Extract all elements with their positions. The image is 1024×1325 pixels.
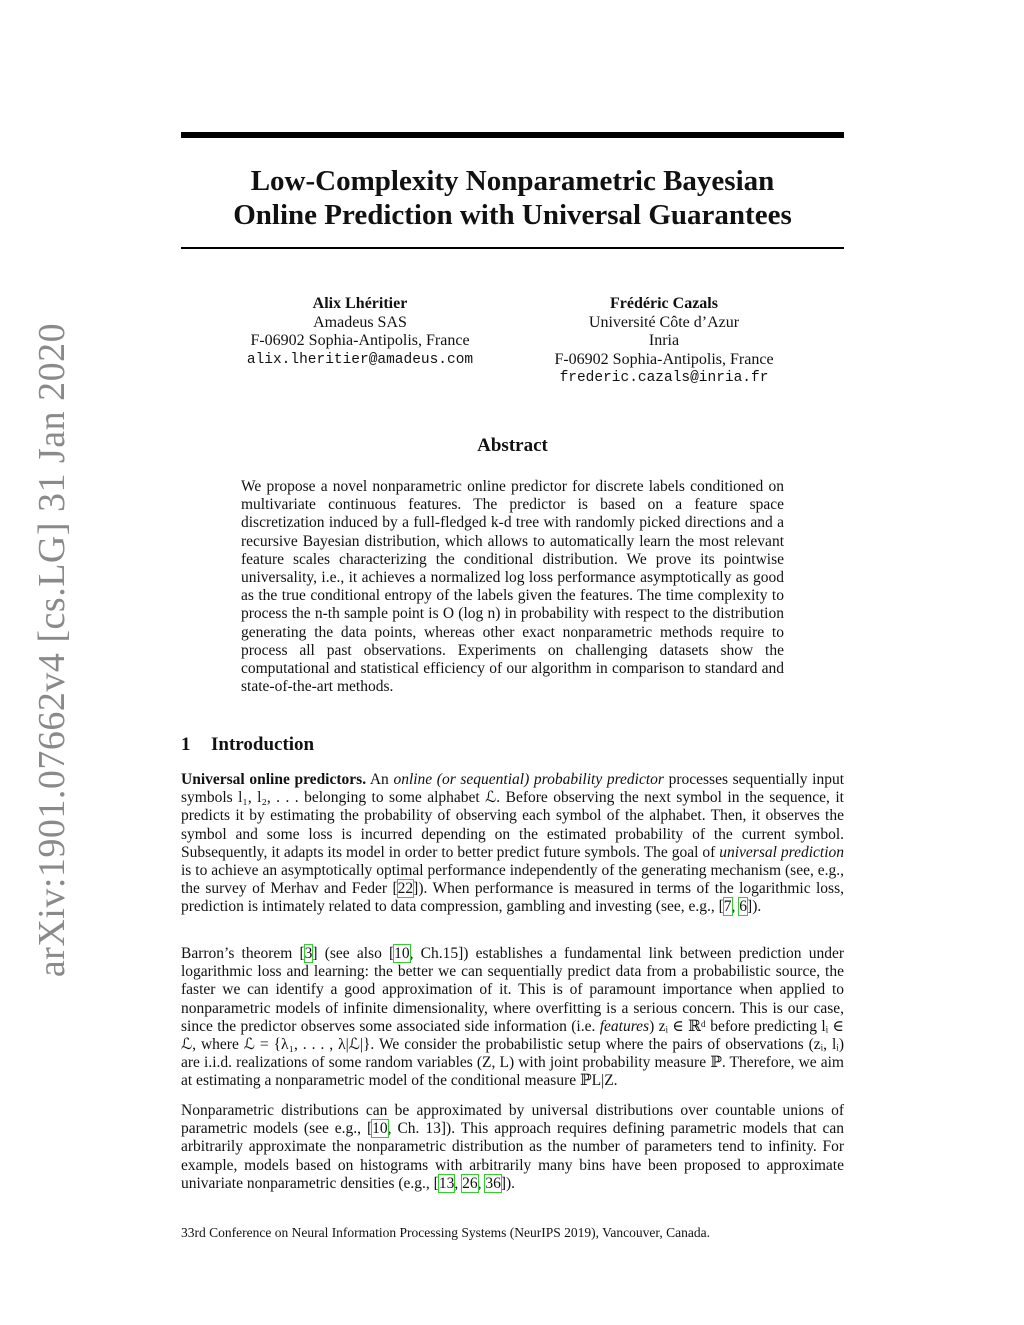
author-name: Frédéric Cazals: [610, 295, 718, 312]
author-affiliation: Université Côte d’Azur: [588, 313, 740, 331]
paragraph-3: [181, 1102, 844, 1193]
text-run: ] (see also [: [312, 945, 395, 962]
citation-link[interactable]: 7: [723, 898, 732, 916]
section-number: 1: [181, 734, 191, 755]
title-line-2: Online Prediction with Universal Guarantees: [233, 199, 792, 231]
citation-link[interactable]: 13: [438, 1174, 455, 1192]
abstract-text: We propose a novel nonparametric online predictor for discrete labels conditioned on multivariate continuous features. The predictor is based on a feature space discretization induced by a full-fledged k-d tree with randomly picked directions and a recursive Bayesian distribution, which allows to automatically learn the most relevant feature scales characterizing the conditional distribution. We prove its pointwise universality, i.e., it achieves a normalized log loss performance asymptotically as good as the true conditional entropy of the labels given the features. The time complexity to process the n-th sample point is O (log n) in probability with respect to the distribution generating the data points, whereas other exact nonparametric methods require to process all past observations. Experiments on challenging datasets show the computational and statistical efficiency of our algorithm in comparison to standard and state-of-the-art methods.: [241, 478, 784, 696]
author-name: Alix Lhéritier: [312, 295, 408, 312]
conference-footnote: 33rd Conference on Neural Information Processing Systems (NeurIPS 2019), Vancouver, Canada.: [181, 1225, 710, 1240]
citation-link[interactable]: 10: [372, 1120, 388, 1138]
citation-link[interactable]: 26: [462, 1174, 478, 1192]
text-run: is to achieve an asymptotically optimal performance independently of the generating mechanism (see, e.g., the survey of Merhav and Feder [: [181, 862, 844, 898]
text-run: ]).: [500, 1174, 516, 1192]
text-run: ,: [454, 1174, 463, 1192]
author-affiliation-2: Inria: [648, 332, 680, 349]
citation-link[interactable]: 10: [394, 945, 410, 962]
author-block-2: [542, 295, 786, 388]
text-run-italic: features: [599, 1017, 650, 1035]
author-affiliation: Amadeus SAS: [313, 313, 407, 331]
section-title: Introduction: [211, 734, 315, 755]
text-run: An: [366, 771, 394, 788]
text-run: , Ch. 13]). This approach requires defining parametric models that can arbitrarily approximate the nonparametric distribution as the number of parameters tend to infinity. For example, models based on histograms with arbitrarily many bins have been proposed to approximate univariate nonparametric densities (e.g., [: [181, 1120, 844, 1192]
paragraph-1: [181, 771, 844, 917]
author-address: F-06902 Sophia-Antipolis, France: [554, 350, 774, 368]
citation-link[interactable]: 6: [739, 898, 748, 916]
section-heading: [181, 734, 314, 756]
text-run: , Ch.15]) establishes a fundamental link between prediction under logarithmic loss and learning: the better we can sequentially predict data from a probabilistic source, the faster we can identify a good approximation of it. This is of paramount importance when applied to nonparametric models of infinite dimensionality, where overfitting is a serious concern. This is our case, since the predictor observes some associated side information (i.e.: [181, 945, 844, 1035]
paragraph-lead: Universal online predictors.: [181, 771, 367, 788]
text-run: Nonparametric distributions can be approximated by universal distributions over countable unions of parametric models (see e.g., [: [181, 1102, 844, 1138]
citation-link[interactable]: 3: [304, 945, 313, 962]
text-run: ,: [731, 898, 740, 916]
paragraph-2: [181, 945, 844, 1091]
text-run: ,: [477, 1174, 486, 1192]
citation-link[interactable]: 36: [485, 1174, 501, 1192]
text-run: ]). When performance is measured in terms of the logarithmic loss, prediction is intimately related to data compression, gambling and investing (see, e.g., [: [181, 880, 844, 916]
abstract-heading: Abstract: [477, 435, 548, 456]
text-run: ) zᵢ ∈ ℝᵈ before predicting lᵢ ∈ ℒ, where ℒ = {λ₁, . . . , λ|ℒ|}. We consider the probabilistic setup where the pairs of observations (zᵢ, lᵢ) are i.i.d. realizations of some random variables (Z, L) with joint probability measure ℙ. Therefore, we aim at estimating a nonparametric model of the conditional measure ℙL|Z.: [181, 1017, 844, 1090]
title-rule-bottom: [181, 247, 844, 249]
author-address: F-06902 Sophia-Antipolis, France: [250, 332, 470, 349]
title-line-1: Low-Complexity Nonparametric Bayesian: [250, 165, 775, 197]
text-run: processes sequentially input symbols l₁, l₂, . . . belonging to some alphabet ℒ. Before observing the next symbol in the sequence, it predicts it by estimating the probability of observing each symbol of the alphabet. Then, it observes the symbol and some loss is incurred depending on the estimated probability of the current symbol. Subsequently, it adapts its model in order to better predict future symbols. The goal of: [181, 771, 845, 861]
text-run-italic: universal prediction: [719, 843, 844, 861]
author-email[interactable]: frederic.cazals@inria.fr: [559, 370, 769, 386]
author-block-1: [240, 295, 480, 369]
citation-link[interactable]: 22: [397, 880, 414, 898]
arxiv-sidebar-stamp: arXiv:1901.07662v4 [cs.LG] 31 Jan 2020: [31, 322, 73, 978]
text-run: Barron’s theorem [: [181, 945, 305, 962]
paper-title: [181, 164, 844, 232]
author-email[interactable]: alix.lheritier@amadeus.com: [246, 351, 474, 368]
text-run-italic: online (or sequential) probability predictor: [393, 771, 664, 788]
text-run: ]).: [747, 898, 762, 916]
title-rule-top: [181, 132, 844, 138]
